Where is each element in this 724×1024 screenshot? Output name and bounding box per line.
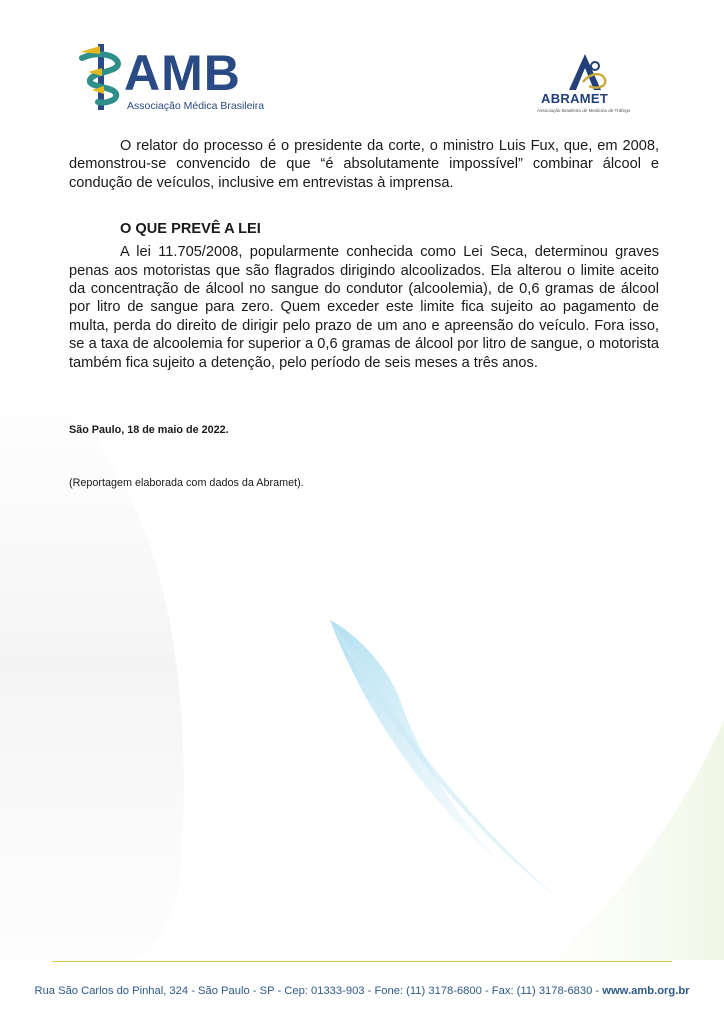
footer-address (0, 985, 724, 997)
amb-logo (78, 42, 278, 114)
caduceus-icon (78, 42, 126, 112)
footer-address-text: Rua São Carlos do Pinhal, 324 - São Paulo - SP - Cep: 01333-903 - Fone: (11) 3178-6800 - Fax: (11) 3178-6830 - (34, 985, 603, 997)
abramet-emblem-icon (563, 52, 609, 92)
section-heading: O QUE PREVÊ A LEI (120, 221, 261, 238)
article-body (69, 137, 659, 372)
abramet-logo (533, 52, 643, 118)
intro-paragraph: O relator do processo é o presidente da corte, o ministro Luis Fux, que, em 2008, demonstrou-se convencido de que “é absolutamente impossível” combinar álcool e condução de veículos, inclusive em entrevistas à imprensa. (69, 138, 659, 191)
law-paragraph: A lei 11.705/2008, popularmente conhecida como Lei Seca, determinou graves penas aos motoristas que são flagrados dirigindo alcoolizados. Ela alterou o limite aceito da concentração de álcool no sangue do condutor (alcoolemia), de 0,6 gramas de álcool por litro de sangue para zero. Quem exceder este limite fica sujeito ao pagamento de multa, perda do direito de dirigir pelo prazo de um ano e apreensão do veículo. Fora isso, se a taxa de alcoolemia for superior a 0,6 gramas de álcool por litro de sangue, o motorista também fica sujeito a detenção, pelo período de seis meses a três anos. (69, 244, 659, 371)
amb-wordmark: AMB (124, 45, 241, 101)
date-line: São Paulo, 18 de maio de 2022. (69, 424, 229, 436)
abramet-wordmark: ABRAMET (541, 91, 609, 106)
footer-divider (52, 961, 672, 962)
source-note: (Reportagem elaborada com dados da Abramet). (69, 477, 304, 489)
footer-website-link[interactable]: www.amb.org.br (602, 985, 690, 997)
amb-subtitle: Associação Médica Brasileira (127, 100, 265, 112)
abramet-subtitle: Associação Brasileira de Medicina de Tráfego (537, 108, 631, 113)
